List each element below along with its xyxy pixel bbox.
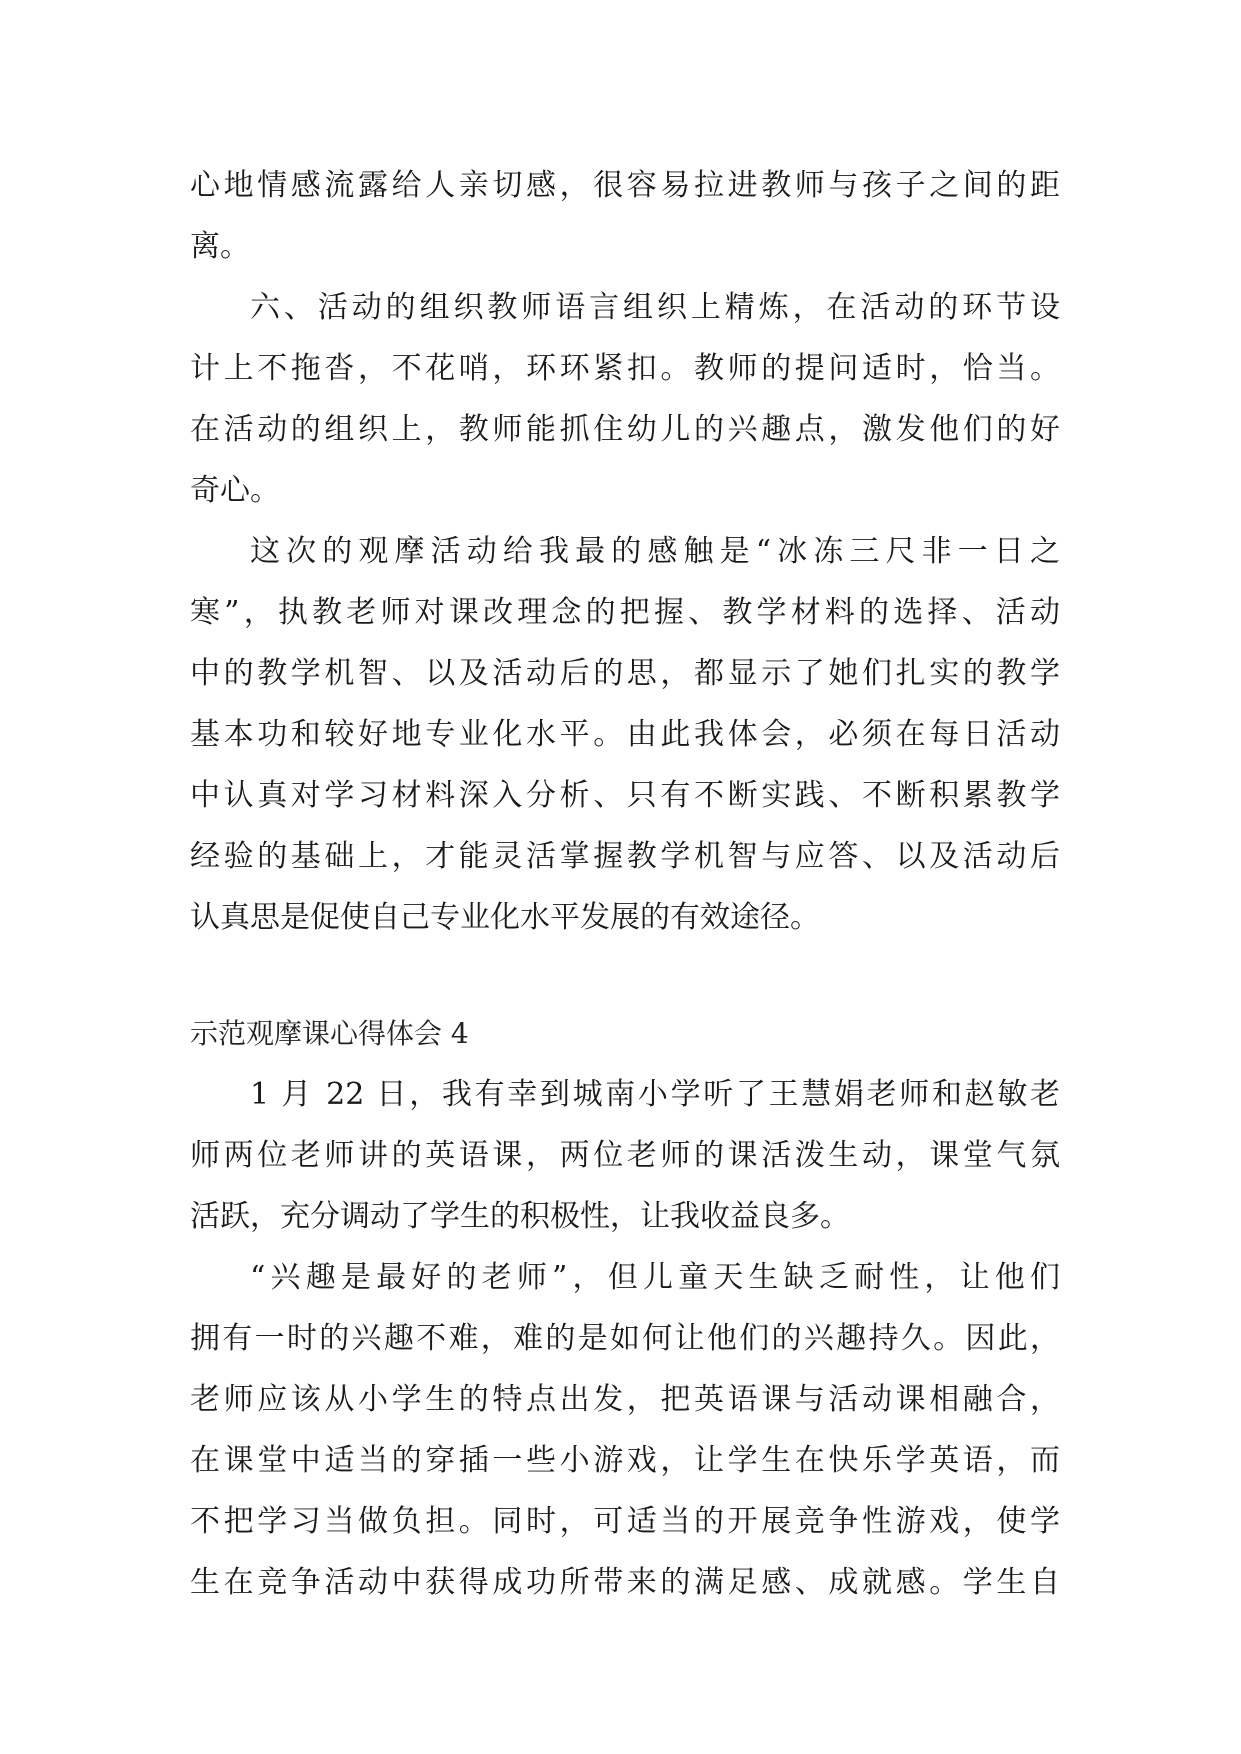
text-line: 心地情感流露给人亲切感，很容易拉进教师与孩子之间的距: [190, 168, 1060, 203]
paragraph-reflection: [190, 521, 1060, 948]
paragraph-continuation: [190, 155, 1060, 277]
text-line: 这次的观摩活动给我最的感触是“冰冻三尺非一日之: [250, 534, 1060, 569]
section-gap: [190, 948, 1060, 1003]
text-line: 在课堂中适当的穿插一些小游戏，让学生在快乐学英语，而: [190, 1443, 1060, 1478]
text-line: 拥有一时的兴趣不难，难的是如何让他们的兴趣持久。因此，: [190, 1321, 1060, 1356]
text-line: 计上不拖沓，不花哨，环环紧扣。教师的提问适时，恰当。: [190, 351, 1060, 386]
text-line: 经验的基础上，才能灵活掌握教学机智与应答、以及活动后: [190, 839, 1060, 874]
paragraph-six: [190, 277, 1060, 521]
text-line: 中认真对学习材料深入分析、只有不断实践、不断积累教学: [190, 778, 1060, 813]
paragraph-interest: [190, 1247, 1060, 1613]
paragraph-intro: [190, 1064, 1060, 1247]
text-line: 不把学习当做负担。同时，可适当的开展竞争性游戏，使学: [190, 1504, 1060, 1539]
text-line: 老师应该从小学生的特点出发，把英语课与活动课相融合，: [190, 1382, 1060, 1417]
text-line: 生在竞争活动中获得成功所带来的满足感、成就感。学生自: [190, 1565, 1060, 1600]
text-line: 在活动的组织上，教师能抓住幼儿的兴趣点，激发他们的好: [190, 412, 1060, 447]
text-line: 师两位老师讲的英语课，两位老师的课活泼生动，课堂气氛: [190, 1138, 1060, 1173]
text-line: 离。: [190, 229, 250, 264]
text-line: 基本功和较好地专业化水平。由此我体会，必须在每日活动: [190, 717, 1060, 752]
text-line: 中的教学机智、以及活动后的思，都显示了她们扎实的教学: [190, 656, 1060, 691]
document-body: [190, 155, 1060, 1613]
text-line: 奇心。: [190, 473, 280, 508]
text-line: 六、活动的组织教师语言组织上精炼，在活动的环节设: [250, 290, 1060, 325]
text-line: 寒”，执教老师对课改理念的把握、教学材料的选择、活动: [190, 595, 1060, 630]
text-line: “兴趣是最好的老师”，但儿童天生缺乏耐性，让他们: [250, 1260, 1060, 1295]
text-line: 活跃，充分调动了学生的积极性，让我收益良多。: [190, 1199, 850, 1234]
text-line: 认真思是促使自己专业化水平发展的有效途径。: [190, 900, 820, 935]
text-line: 1 月 22 日，我有幸到城南小学听了王慧娟老师和赵敏老: [250, 1077, 1060, 1112]
section-heading: 示范观摩课心得体会 4: [190, 1017, 469, 1050]
